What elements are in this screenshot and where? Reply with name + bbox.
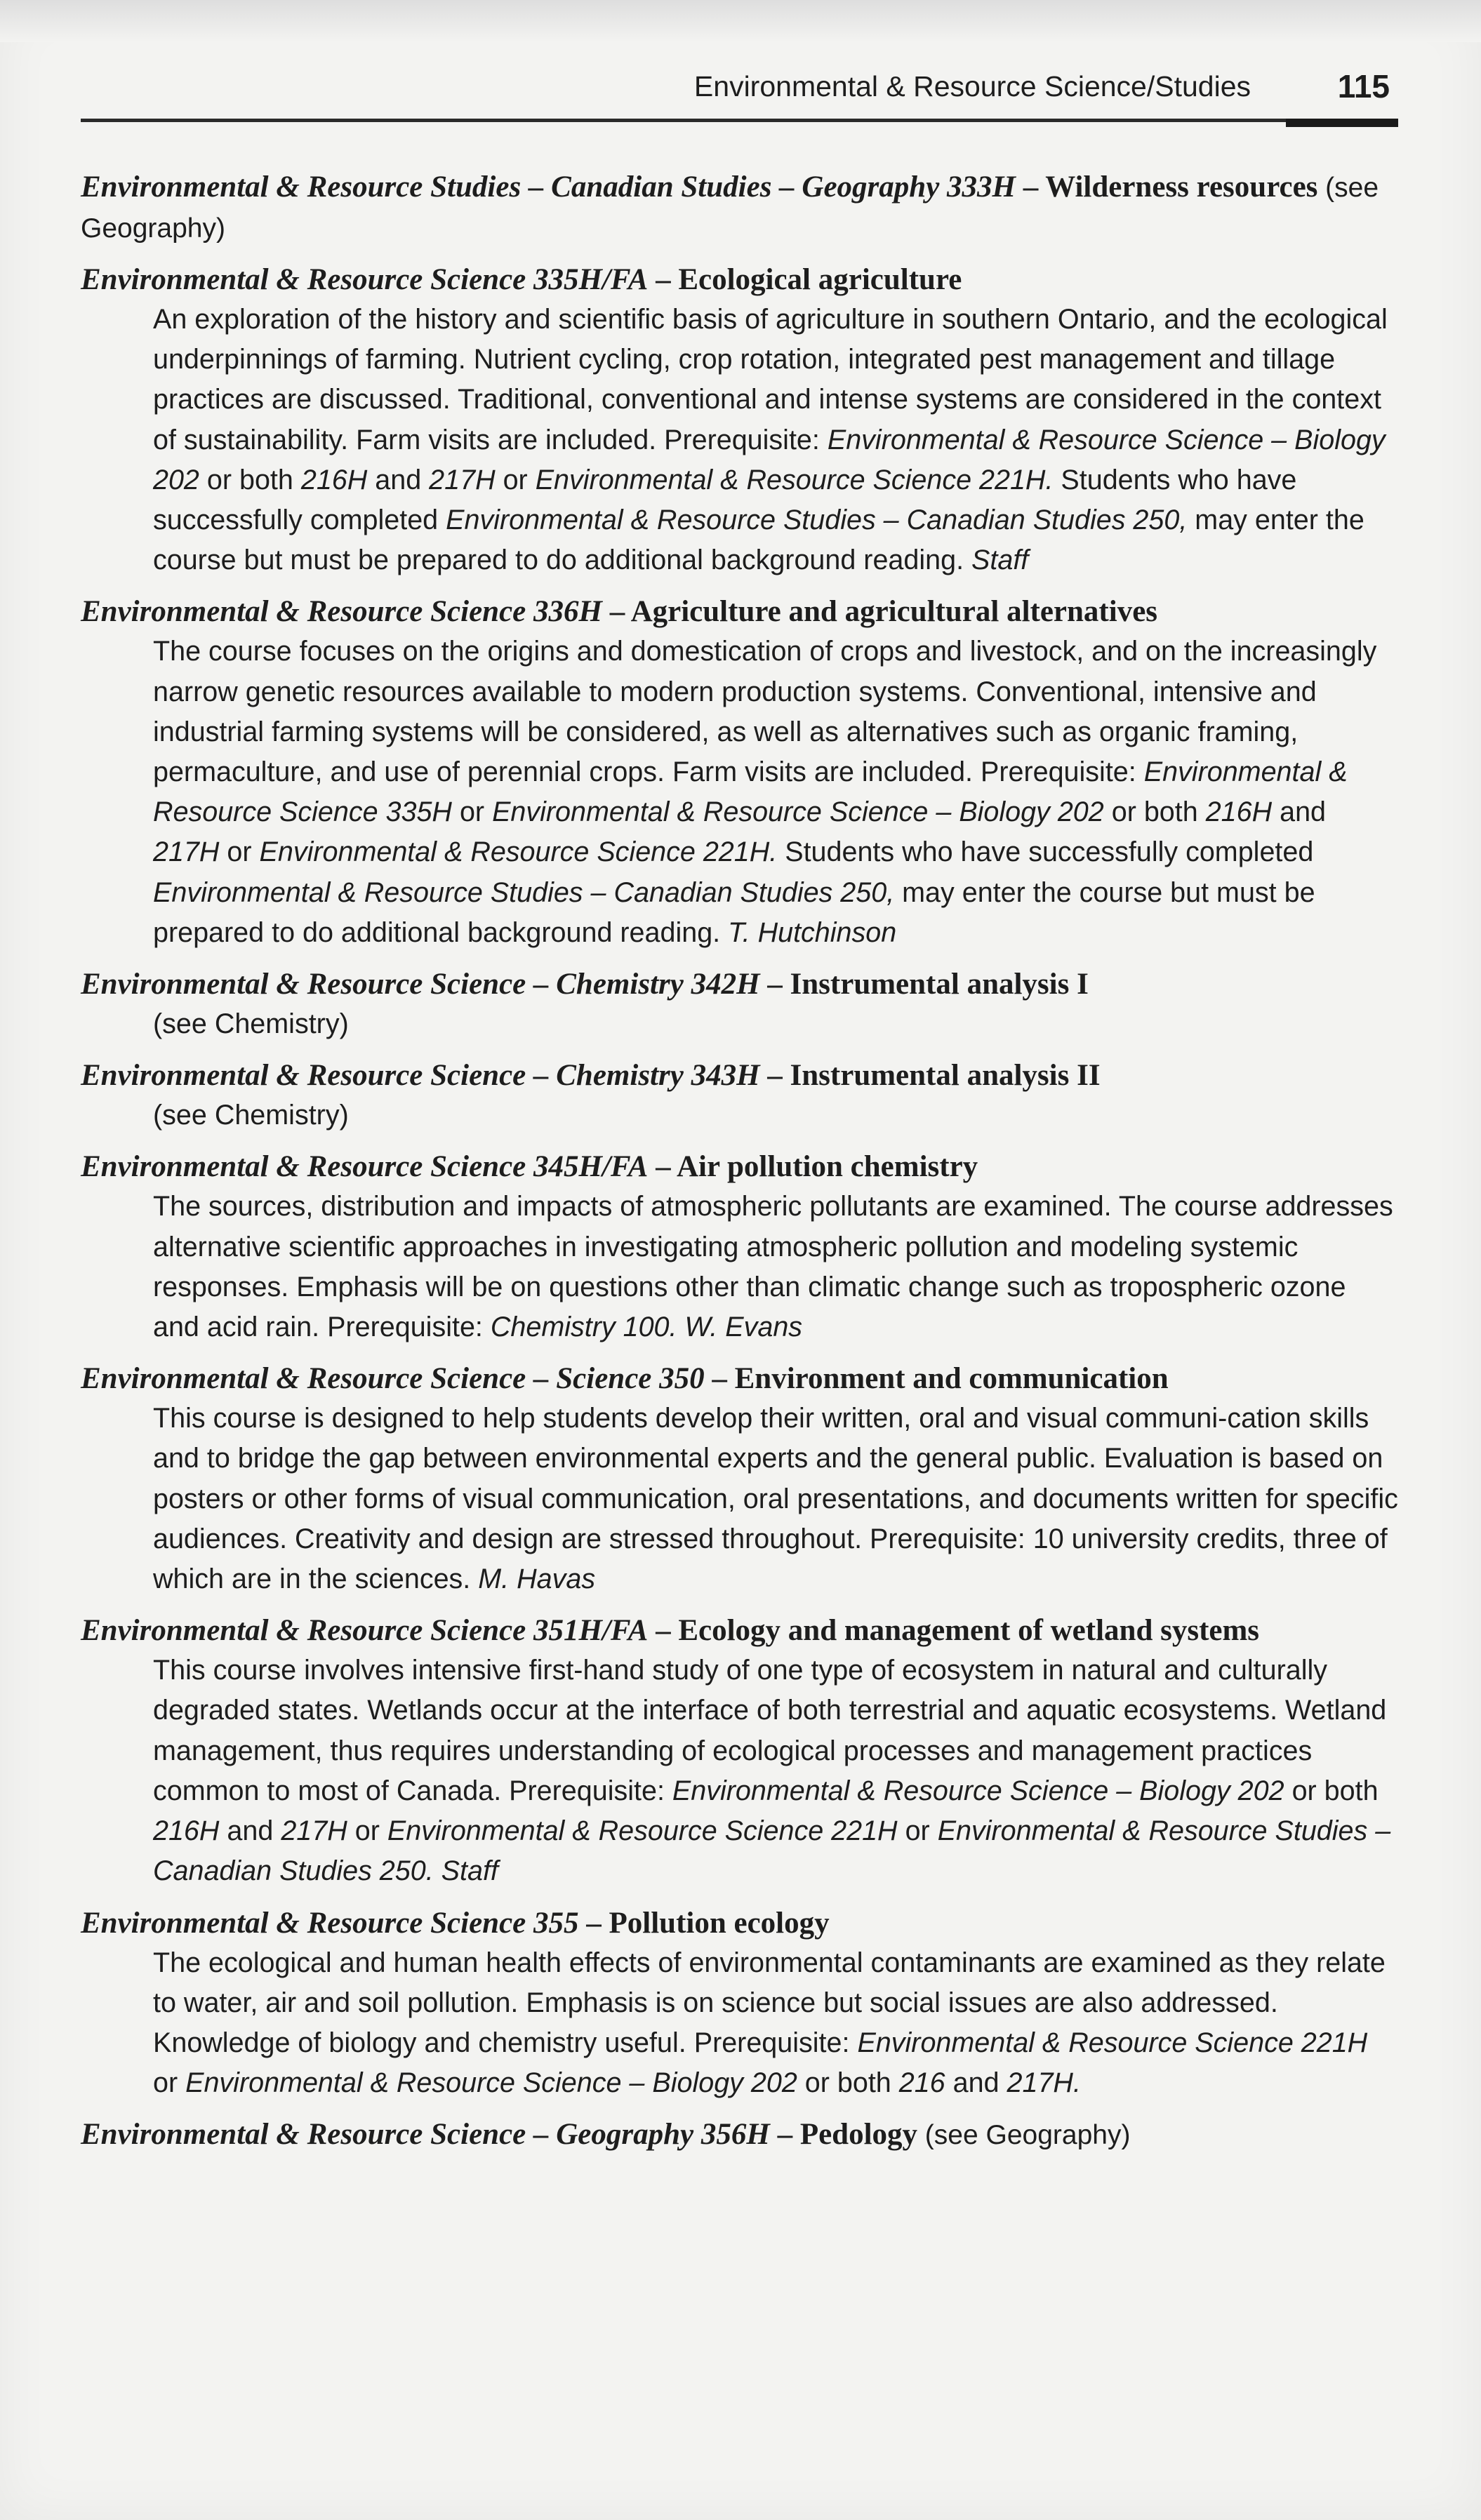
dash: – [656,263,679,296]
prerequisite-course: Environmental & Resource Studies – Canadian Studies 250, [153,876,895,908]
course-code: Environmental & Resource Science 336H [81,595,602,629]
course-list [81,167,1398,2166]
prerequisite-connector: or both [1111,796,1198,828]
prerequisite-note: may enter the course but must be prepared to do additional background reading. [153,505,1364,576]
course-description [153,1187,1398,1347]
course-code: Environmental & Resource Science 355 [81,1906,579,1940]
cross-reference: (see Chemistry) [153,1100,349,1131]
course-name: Wilderness resources [1045,171,1318,204]
course-description [153,1651,1398,1891]
prerequisite-course: Environmental & Resource Science 221H. [535,464,1054,495]
prerequisite-course: Environmental & Resource Studies – Canadian Studies 250. [153,1815,1391,1887]
course-name: Pollution ecology [609,1906,830,1940]
prerequisite-connector: or both [1291,1775,1379,1806]
course-entry [81,167,1398,248]
course-code: Environmental & Resource Science 345H/FA [81,1150,649,1184]
course-description [153,632,1398,953]
description-text: The ecological and human health effects of environmental contaminants are examined as they relate to water, air and soil pollution. Emphasis is on science but social issues are also addressed. Knowledge of biology and chemistry useful. [153,1947,1386,2058]
description-text: This course is designed to help students develop their written, oral and visual communi-cation skills and to bridge the gap between environmental experts and the general public. Evaluation is based on posters or other forms of visual communication, oral presentations, and documents written for specific audiences. Creativity and design are stressed throughout. [153,1403,1398,1554]
course-name: Air pollution chemistry [676,1150,978,1184]
description-text: An exploration of the history and scientific basis of agriculture in southern Ontario, and the ecological underpinnings of farming. Nutrient cycling, crop rotation, integrated pest management and tillage practices are discussed. Traditional, conventional and intense systems are considered in the context of sustainability. Farm visits are included. [153,304,1388,455]
dash: – [586,1906,609,1940]
instructor: T. Hutchinson [728,916,897,948]
prerequisite-course: 216H [300,464,368,495]
course-entry [81,2114,1398,2155]
course-name: Instrumental analysis I [790,968,1089,1001]
prerequisite-course: 216H [153,1815,220,1847]
prerequisite-course: Environmental & Resource Studies – Canadian Studies 250, [446,505,1188,536]
prerequisite-course: Environmental & Resource Science – Biology 202 [185,2067,797,2099]
course-entry [81,1903,1398,2104]
course-name: Ecological agriculture [678,263,962,296]
dash: – [777,2118,800,2152]
prerequisite-connector: and [1280,796,1327,828]
dash: – [656,1614,679,1648]
prerequisite-course: Environmental & Resource Science – Biology 202 [492,796,1104,828]
course-name: Instrumental analysis II [790,1059,1101,1093]
prerequisite-connector: or both [206,464,293,495]
instructor: Staff [971,545,1029,576]
cross-reference: (see Chemistry) [153,1008,349,1040]
prerequisite-connector: or [905,1815,930,1847]
course-name: Pedology [799,2118,918,2152]
course-name: Ecology and management of wetland systems [678,1614,1260,1648]
course-entry [81,592,1398,953]
course-description [153,1399,1398,1599]
prerequisite-course: 217H [429,464,496,495]
prerequisite-course: Environmental & Resource Science 221H [857,2027,1368,2058]
prerequisite-connector: and [375,464,422,495]
course-code: Environmental & Resource Science 335H/FA [81,263,649,296]
course-name: Agriculture and agricultural alternatives [630,595,1158,629]
prerequisite-course: 217H [281,1815,347,1847]
prerequisite-course: 217H [153,836,220,868]
description-text: The sources, distribution and impacts of atmospheric pollutants are examined. The course addresses alternative scientific approaches in investigating atmospheric pollution and modeling systemic responses. Emphasis will be on questions other than climatic change such as tropospheric ozone and acid rain. [153,1191,1393,1343]
course-description [153,1095,1398,1135]
instructor: M. Havas [478,1564,596,1595]
course-heading [81,1611,1398,1651]
course-entry [81,964,1398,1044]
prerequisite-course: 217H. [1007,2067,1081,2099]
instructor: Staff [441,1855,498,1887]
prerequisite-course: Environmental & Resource Science 221H [387,1815,898,1847]
dash: – [1023,171,1046,204]
prerequisite-connector: or [354,1815,380,1847]
prerequisite-label: Prerequisite: [664,424,820,455]
course-heading [81,167,1398,248]
prerequisite-course: Environmental & Resource Science – Biology 202 [672,1775,1284,1806]
prerequisite-connector: and [952,2067,999,2099]
course-heading [81,1147,1398,1187]
prerequisite-course: 216H [1205,796,1273,828]
page-number: 115 [1337,68,1390,105]
instructor: W. Evans [684,1312,803,1343]
course-entry [81,1147,1398,1347]
prerequisite-label: Prerequisite: [981,756,1136,788]
scan-shadow [0,0,1481,42]
header-rule-accent [1286,119,1398,127]
prerequisite-connector: and [227,1815,274,1847]
course-description [153,1004,1398,1044]
course-entry [81,1359,1398,1599]
course-heading [81,2114,1398,2155]
description-text: This course involves intensive first-hand study of one type of ecosystem in natural and culturally degraded states. Wetlands occur at the interface of both terrestrial and aquatic ecosystems. Wetland management, thus requires understanding of ecological processes and management practices common to most of Canada. [153,1655,1387,1806]
prerequisite-note: Prerequisite: 10 university credits, three of which are in the sciences. [153,1523,1388,1595]
prerequisite-course: Environmental & Resource Science 335H [153,756,1348,828]
course-heading [81,592,1398,632]
course-code: Environmental & Resource Science – Geography 356H [81,2118,770,2152]
dash: – [767,1059,790,1093]
prerequisite-connector: or [459,796,485,828]
prerequisite-course: Environmental & Resource Science 221H. [259,836,778,868]
running-header-title: Environmental & Resource Science/Studies [693,70,1251,102]
prerequisite-label: Prerequisite: [509,1775,665,1806]
course-heading [81,260,1398,300]
course-code: Environmental & Resource Studies – Canadian Studies – Geography 333H [81,171,1016,204]
course-entry [81,260,1398,580]
description-text: The course focuses on the origins and domestication of crops and livestock, and on the increasingly narrow genetic resources available to modern production systems. Conventional, intensive and industrial farming systems will be considered, as well as alternatives such as organic framing, permaculture, and use of perennial crops. Farm visits are included. [153,636,1377,788]
course-code: Environmental & Resource Science – Science 350 [81,1362,705,1396]
prerequisite-connector: or both [804,2067,891,2099]
course-code: Environmental & Resource Science – Chemistry 342H [81,968,760,1001]
prerequisite-connector: or [227,836,252,868]
prerequisite-note: Students who have successfully completed [785,836,1314,868]
prerequisite-note: may enter the course but must be prepared to do additional background reading. [153,876,1315,948]
cross-reference: (see Geography) [924,2120,1131,2151]
dash: – [767,968,790,1001]
prerequisite-label: Prerequisite: [693,2027,850,2058]
course-description [153,1943,1398,2104]
prerequisite-label: Prerequisite: [327,1312,483,1343]
course-heading [81,1903,1398,1943]
course-entry [81,1055,1398,1135]
prerequisite-connector: or [503,464,528,495]
running-header [81,69,1398,126]
dash: – [712,1362,735,1396]
prerequisite-connector: or [153,2067,178,2099]
course-heading [81,964,1398,1004]
dash: – [656,1150,677,1184]
prerequisite-course: Chemistry 100. [490,1312,677,1343]
course-code: Environmental & Resource Science 351H/FA [81,1614,649,1648]
course-heading [81,1359,1398,1399]
course-entry [81,1611,1398,1891]
course-heading [81,1055,1398,1095]
prerequisite-course: 216 [898,2067,945,2099]
course-description [153,300,1398,580]
dash: – [609,595,631,629]
course-name: Environment and communication [734,1362,1169,1396]
prerequisite-note: Students who have successfully completed [153,464,1297,536]
course-code: Environmental & Resource Science – Chemistry 343H [81,1059,760,1093]
cross-reference: (see Geography) [81,173,1379,244]
header-rule [81,119,1398,122]
prerequisite-course: Environmental & Resource Science – Biology 202 [153,424,1386,495]
